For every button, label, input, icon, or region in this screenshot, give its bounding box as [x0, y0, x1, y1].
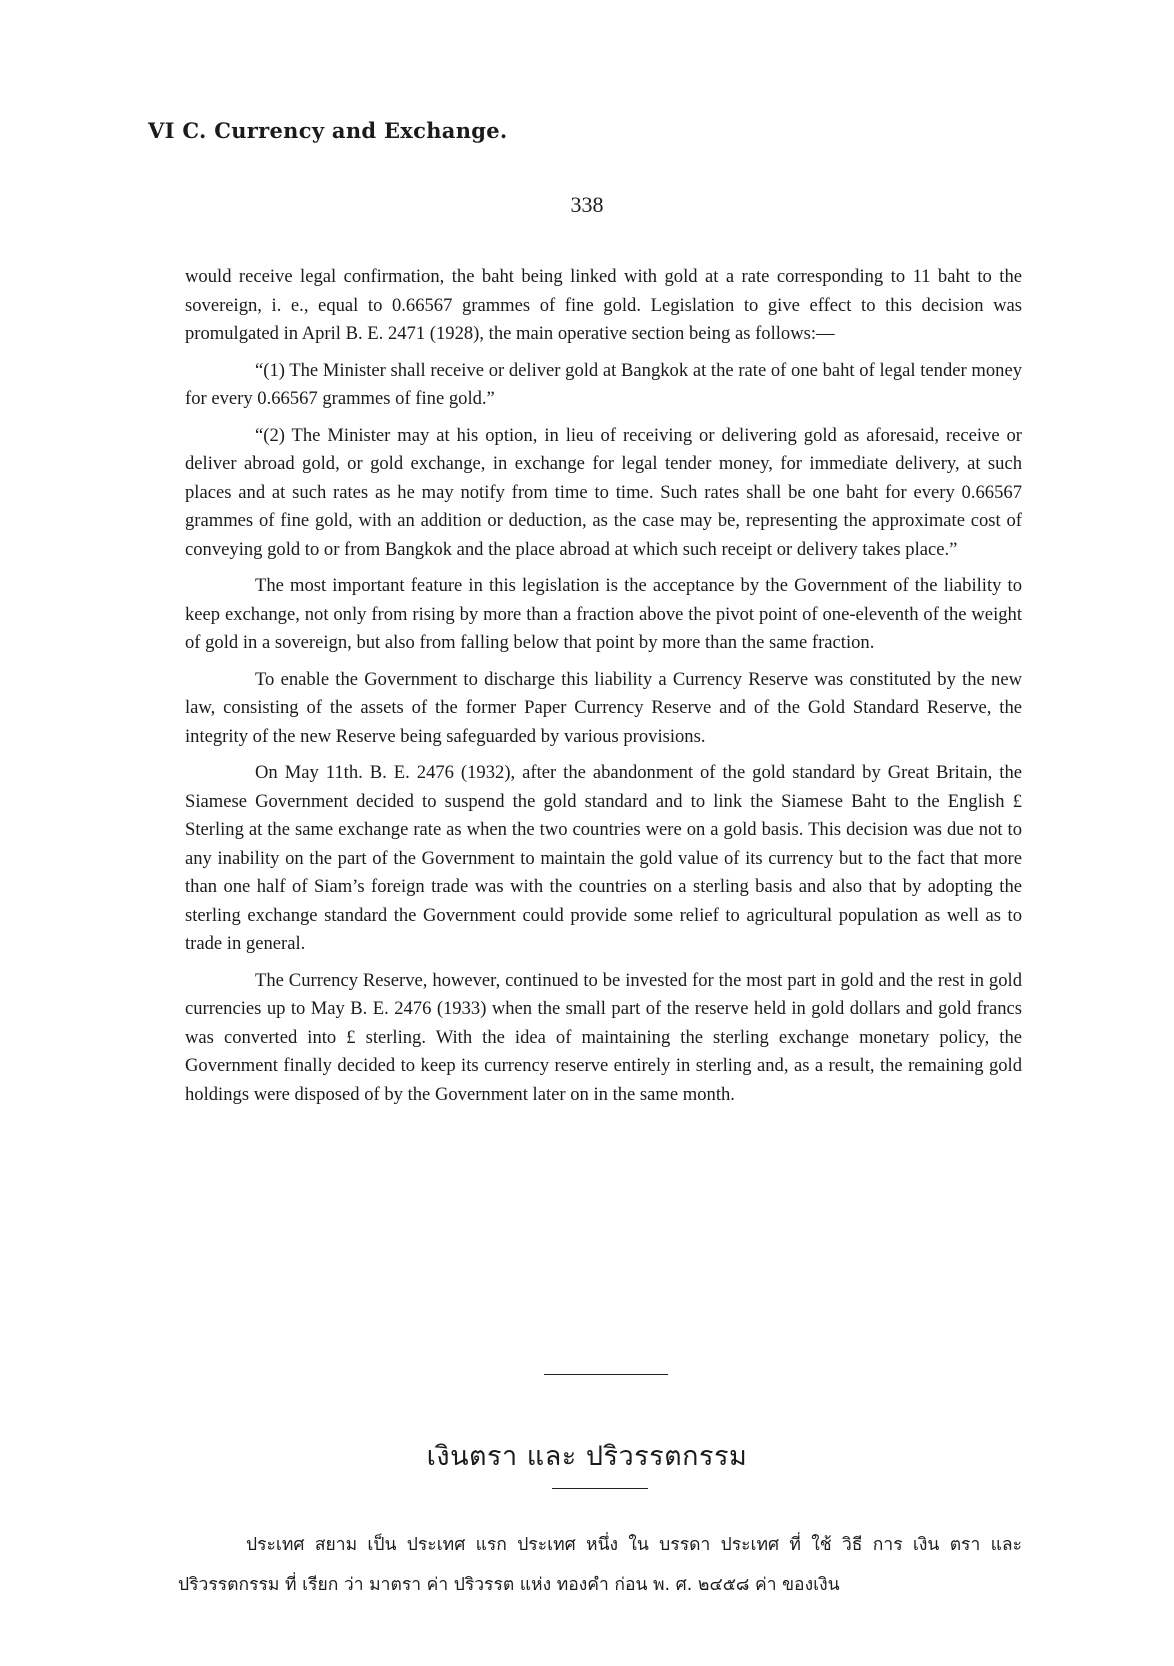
paragraph-continuation: would receive legal confirmation, the baht being linked with gold at a rate corresponding to 11 baht to the sovereign, i. e., equal to 0.66567 grammes of fine gold. Legislation to give effect to this decision was promulgated in April B. E. 2471 (1928), the main operative section being as follows:— — [185, 266, 1022, 344]
quote-clause-1: “(1) The Minister shall receive or deliver gold at Bangkok at the rate of one baht of legal tender money for every 0.66567 grammes of fine gold.” — [185, 359, 1022, 409]
body-text — [185, 263, 1022, 1117]
page-number: 338 — [570, 192, 604, 217]
section-divider-top — [544, 1374, 668, 1375]
quote-clause-2: “(2) The Minister may at his option, in lieu of receiving or delivering gold as aforesaid, receive or deliver abroad gold, or gold exchange, in exchange for legal tender money, for immediate delivery, at such places and at such rates as he may notify from time to time. Such rates shall be one baht for every 0.66567 grammes of fine gold, with an addition or deduction, as the case may be, representing the approximate cost of conveying gold to or from Bangkok and the place abroad at which such receipt or delivery takes place.” — [185, 424, 1022, 560]
section-header: VI C. Currency and Exchange. — [148, 118, 508, 143]
paragraph-sterling-link: On May 11th. B. E. 2476 (1932), after the abandonment of the gold standard by Great Britain, the Siamese Government decided to suspend the gold standard and to link the Siamese Baht to the English £ Sterling at the same exchange rate as when the two countries were on a gold basis. This decision was due not to any inability on the part of the Government to maintain the gold value of its currency but to the fact that more than one half of Siam’s foreign trade was with the countries on a sterling basis and also that by adopting the sterling exchange standard the Government could provide some relief to agricultural population as well as to trade in general. — [185, 762, 1022, 954]
thai-paragraph: ประเทศ สยาม เป็น ประเทศ แรก ประเทศ หนึ่ง ใน บรรดา ประเทศ ที่ ใช้ วิธี การ เงิน ตรา และ ปริวรรตกรรม ที่ เรียก ว่า มาตรา ค่า ปริวรรต แห่ง ทองคำ ก่อน พ. ศ. ๒๔๕๘ ค่า ของเงิน — [178, 1535, 1022, 1595]
paragraph-liability: The most important feature in this legislation is the acceptance by the Government of the liability to keep exchange, not only from rising by more than a fraction above the pivot point of one-eleventh of the weight of gold in a sovereign, but also from falling below that point by more than the same fraction. — [185, 575, 1022, 653]
thai-body-text — [178, 1525, 1022, 1605]
section-divider-bottom — [552, 1488, 648, 1489]
thai-section-title: เงินตรา และ ปริวรรตกรรม — [426, 1441, 748, 1472]
paragraph-currency-reserve: To enable the Government to discharge this liability a Currency Reserve was constituted by the new law, consisting of the assets of the former Paper Currency Reserve and of the Gold Standard Reserve, the integrity of the new Reserve being safeguarded by various provisions. — [185, 668, 1022, 747]
paragraph-reserve-investment: The Currency Reserve, however, continued to be invested for the most part in gold and the rest in gold currencies up to May B. E. 2476 (1933) when the small part of the reserve held in gold dollars and gold francs was converted into £ sterling. With the idea of maintaining the sterling exchange monetary policy, the Government finally decided to keep its currency reserve entirely in sterling and, as a result, the remaining gold holdings were disposed of by the Government later on in the same month. — [185, 969, 1022, 1105]
